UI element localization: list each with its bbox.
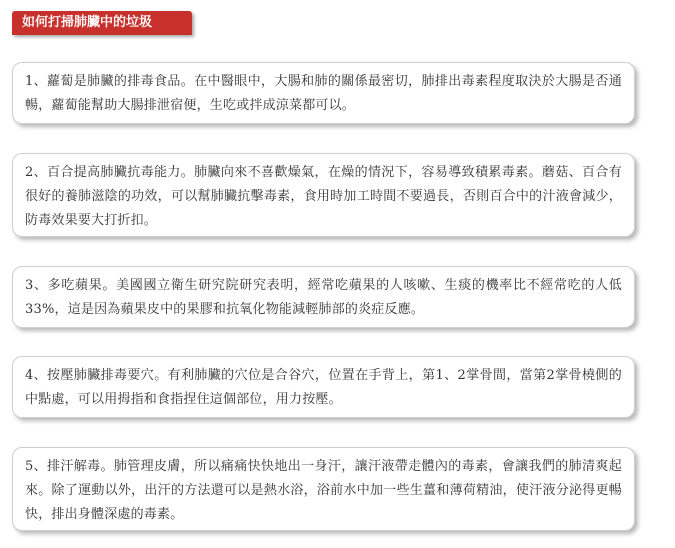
section-title: 如何打掃肺臟中的垃圾 [12, 11, 192, 35]
tip-card-4 [12, 356, 635, 418]
tip-card-3 [12, 266, 635, 328]
tip-text: 1、蘿蔔是肺臟的排毒食品。在中醫眼中，大腸和肺的關係最密切，肺排出毒素程度取決於大腸是否通暢，蘿蔔能幫助大腸排泄宿便，生吃或拌成涼菜都可以。 [25, 74, 622, 113]
tip-card-1 [12, 62, 635, 124]
tip-text: 4、按壓肺臟排毒要穴。有利肺臟的穴位是合谷穴，位置在手背上，第1、2掌骨間，當第2掌骨橈側的中點處，可以用拇指和食指捏住這個部位，用力按壓。 [25, 368, 622, 407]
tip-text: 3、多吃蘋果。美國國立衛生研究院研究表明，經常吃蘋果的人咳嗽、生痰的機率比不經常吃的人低33%，這是因為蘋果皮中的果膠和抗氧化物能減輕肺部的炎症反應。 [25, 278, 622, 317]
tip-text: 5、排汗解毒。肺管理皮膚，所以痛痛快快地出一身汗，讓汗液帶走體內的毒素，會讓我們的肺清爽起來。除了運動以外，出汗的方法還可以是熱水浴，浴前水中加一些生薑和薄荷精油，使汗液分泌得更暢快，排出身體深處的毒素。 [25, 459, 622, 522]
tip-text: 2、百合提高肺臟抗毒能力。肺臟向來不喜歡燥氣，在燥的情況下，容易導致積累毒素。蘑菇、百合有很好的養肺滋陰的功效，可以幫肺臟抗擊毒素，食用時加工時間不要過長，否則百合中的汁液會減少，防毒效果要大打折扣。 [25, 165, 622, 228]
tip-card-2 [12, 153, 635, 237]
tip-card-5 [12, 447, 635, 531]
